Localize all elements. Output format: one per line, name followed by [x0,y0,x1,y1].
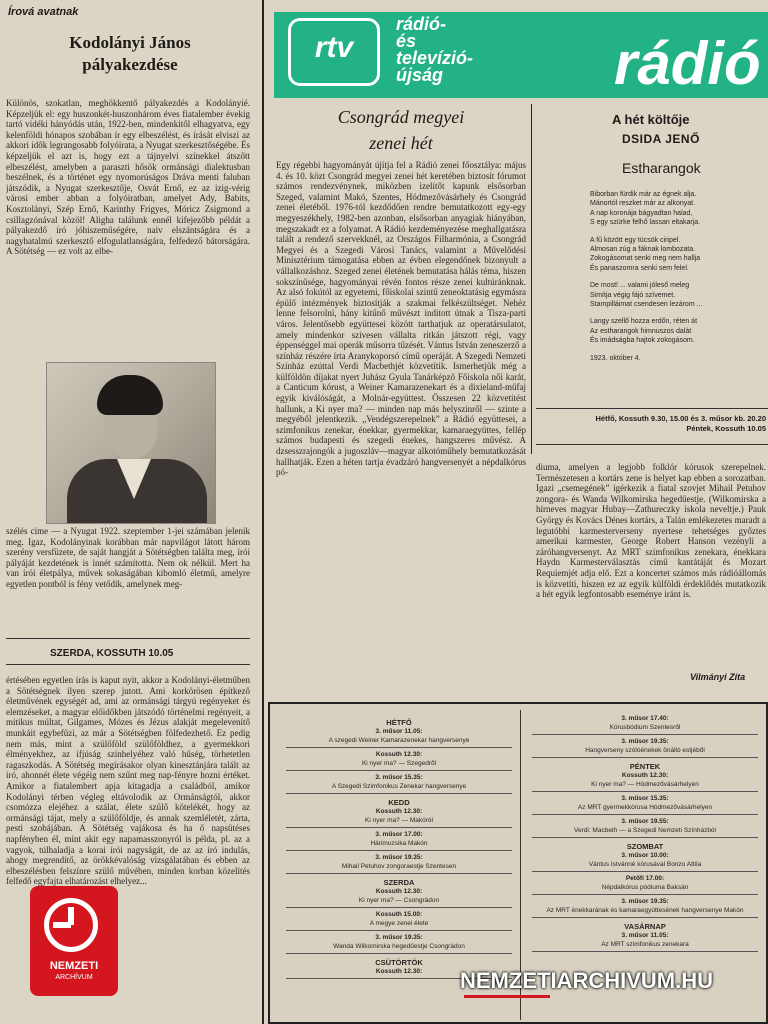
rtv-masthead [274,12,768,98]
masthead-line-2: és [396,31,417,51]
schedule-time: 3. műsor 10.00: [621,852,669,859]
poem-stanza: A fű között egy tücsök ciripel. Almosan zúg a fáknak lombozata. Zokogásomat senki meg nem hallja És panaszomra senki sem felel. [590,236,701,272]
divider [6,638,250,639]
divider [536,444,768,445]
divider [536,408,768,409]
schedule-time: 3. műsor 15.35: [621,795,669,802]
schedule-time: Kossuth 12.30: [375,968,423,975]
schedule-event: Hangverseny szólóénekek önálló estjéből [532,746,758,758]
schedule-column-right [532,714,758,954]
url-underline [464,995,550,998]
schedule-event: Az MRT énekkarának és kamaraegyüttesének hangversenye Makón [532,906,758,918]
masthead-section-word: rádió [614,30,761,97]
poem-author: DSIDA JENŐ [622,132,700,146]
logo-line-1: NEMZETI [49,960,99,972]
masthead-line-1: rádió- [396,14,447,34]
schedule-event: A Szegedi Szimfonikus Zenekar hangversenye [286,782,512,794]
schedule-time: 3. műsor 19.35: [375,934,423,941]
schedule-event: Ki nyer ma? — Szegedről [286,759,512,771]
broadcast-info-line: Péntek, Kossuth 10.05 [686,424,766,433]
broadcast-info-line: Hétfő, Kossuth 9.30, 15.00 és 3. műsor kb. 20.20 [595,414,766,423]
schedule-day-heading: KEDD [388,798,410,807]
column-rule [531,104,532,454]
article-body-middle: Egy régebbi hagyományát újítja fel a Rádió zenei főosztálya: május 4. és 10. közt Csongrád megyei zenei hét keretében biztosít fórumot számos rendezvénynek, miközben izelítőt kapunk elsősorban Szeged, valamint Makó, Szentes, Hódmezővásárhely és Csongrád zenei életéből. 1976-tól kezdődően rendre bemutatkozott egy-egy megyeszékhely, 1982-ben azonban, elsősorban anyagiak hiányában, megszakadt ez a folyamat. A Rádió kezdeményezése meghallgatásra talált a rendező szervekknél, az Országos Filharmónia, a Csongrád Megyei és a Szegedi Városi Tanács, valamint a Művelődési Minisztérium támogatása ebben az évben elegendőnek bizonyult a vállalkozáshoz. Szeged zenei életének bemutatása hálás téma, hiszen sokszínűsége, hagyományai révén fontos része zenei kultúránknak. Az alsó fokútól az egyetemi, főiskolai szintű zeneoktatásig egymásra épülő intézmények biztosítják a szakmai felkészültséget. Nehéz lenne felsorolni, hány kitűnő művészt indított útnak a Tisza-parti város. Jelentősebb együttesei között tarthatjuk az operatársulatot, amely mindenkor szívesen vállalta ritkán játszott régi, vagy éppenséggel mai operák műsorra tűzését. Vántus István zeneszerző a színház részére írta Aranykoporsó című operáját. A Szegedi Nemzeti Színház ezúttal Verdi Macbethjét közvetítik. Ismerhetjük még a külföldön díjakat nyert Juhász Gyula Tanárképző Főiskola női karát, a Canticum kórust, a Weiner Kamarazenekart és a dixieland-műfaj egyik kiválóságát, a Molnár-együttest. Összesen 22 közvetítést hallunk, a Ki nyer ma? — minden nap más helyszínről — szinte a megyéből jelentkezik. „Vendégszerepelnek” a Rádió együttesei, a szimfonikus zenekar, énekkar, gyermekkar, kamaraegyüttes, fellép számos budapesti és szegedi énekes, hangszeres művész. A dzsesszrajongók a jugoszláv—magyar alkotóműhely bemutatkozását hallhatják. Ezen a héten tartja évadzáró hangversenyét a népdalkórus pó- [276,160,526,478]
schedule-event: Ki nyer ma? — Hódmezővásárhelyen [532,780,758,792]
schedule-day-heading: HÉTFŐ [386,718,412,727]
schedule-event: A megye zenei élete [286,919,512,931]
article-title-left [10,32,250,76]
schedule-event: Kórusbódium Szentesről [532,723,758,735]
schedule-event: Verdi: Macbeth — a Szegedi Nemzeti Színházból [532,826,758,838]
schedule-time: 3. műsor 11.05: [621,932,669,939]
article-body-left-mid: szélés címe — a Nyugat 1922. szeptember 1-jei számában jelenik meg. Igaz, Kodolányinak korábban már napvilágot látott három szerény versfüzete, de saját hangját a Sötétségben találta meg, írói pályáját kezdetének is innét számította. Nem ok nélkül. Mert ha van írói életpálya, művek sokaságában kibomló életmű, amelyre egyetlen pontból is fény vetődik, amelynek meg- [6,526,250,589]
schedule-event: Vántus Istvánné kórusával Bonzo Attila [532,860,758,872]
poem-title: Estharangok [622,160,701,176]
poem-kicker: A hét költője [612,112,690,127]
column-rule [262,0,264,1024]
author-portrait-photo [46,362,216,524]
article-signature: Vilmányi Zita [690,672,746,682]
poem-body [590,190,766,363]
schedule-column-left [286,714,512,981]
poem-date: 1923. október 4. [590,354,641,362]
rtv-logo-text: rtv [314,31,354,64]
title-line-2: pályakezdése [82,55,178,74]
schedule-day-heading: PÉNTEK [629,762,661,771]
archive-url-link[interactable]: NEMZETIARCHIVUM.HU [460,968,713,993]
schedule-day-heading: SZOMBAT [626,842,664,851]
schedule-time: 3. műsor 15.35: [375,774,423,781]
schedule-event: Wanda Wilkomirska hegedűestje Csongrádon [286,942,512,954]
schedule-time: Kossuth 15.00: [375,911,423,918]
schedule-time: Petőfi 17.00: [625,875,665,882]
schedule-day-heading: CSÜTÖRTÖK [375,958,423,967]
schedule-event: Ki nyer ma? — Csongrádon [286,896,512,908]
title-line-2: zenei hét [369,133,433,153]
poem-stanza: De most! ... valami jóleső meleg Simítja végig fájó szívemet. Stampilláimat csendesen lezárom ... [590,282,703,309]
divider [6,664,250,665]
schedule-event: Az MRT szimfonikus zenekara [532,940,758,952]
schedule-event: Mihail Petuhov zongoraestje Szentesen [286,862,512,874]
schedule-time: 3. műsor 19.35: [621,738,669,745]
poem-broadcast-info [560,414,766,434]
poem-stanza: Langy szellő hozza erdőn, réten át Az estharangok himnuszos dalát És imádságba hajtok zokogásom. [590,318,698,345]
article-body-left-bottom: értésében egyetlen írás is kaput nyit, akkor a Kodolányi-életműben a Sötétségnek ilyen szerep jutott. Ami korkörösen építkező életművének egységét ad, ami az ormánsági tárgyú regényeket és elemzéseket, a magyar előidőkben játszódó történelmi regényeit, a mitikus múltat, Gilgames, Mózes és Jézus alakját megelevenítő munkáit egybefűzi, az már a Sötétségben fölfedezhető. Ez pedig nem más, mint a szülőföld szülőföldhez, a gyermekkori élményekhez, az ifjúság színhelyéhez való hűség, törhetetlen ragaszkodás. A Sötétség megírásakor olyan kinesztánjára talált az író, ahonnét élete végéig nem szűnt meg nap-fényre hozni értéket. Amikor a fiatalembert apja kitagadja a családból, amikor Kodolányi térben végleg eltávolodik az Ormánságtól, akkor csomózza elejéhez a szálat, élete szülő kötelékét, hogy az ormánsági tájat, mely a szülőföldje, és annak szemléletét, zárta, pesti szobájában. A Sötétség vajákosa és ha ő napsütéses napfényben él, mint akit egy napamasszonyról is példa, pl. az a vagyok, túlhaladja a korai írói nagyságát, de az az író indulás, ahogy megrendítő, az örökkévalóság vizsgálatában és ebben az elbeszélésben felszínre szülő művében, minden korban közelítés felfedő egyfajta elhatározást elhelyez... [6,675,250,887]
schedule-day-heading: VASÁRNAP [624,922,666,931]
schedule-event: Népdalkórus pódiuma Baksán [532,883,758,895]
article-title-middle [276,104,526,156]
section-kicker: Írová avatnak [8,6,79,18]
archive-emblem-icon [44,898,98,952]
schedule-day-heading: SZERDA [383,878,415,887]
schedule-time: Kossuth 12.30: [375,888,423,895]
schedule-time: Kossuth 12.30: [375,751,423,758]
masthead-line-4: újság [396,65,444,85]
schedule-event: Hárimuzsika Makón [286,839,512,851]
nemzeti-archivum-logo[interactable] [30,886,118,996]
schedule-time: 3. műsor 19.35: [375,854,423,861]
logo-line-2: ARCHÍVUM [55,974,93,981]
article-body-right-continued: diuma, amelyen a legjobb folklór kórusok szerepelnek. Természetesen a kortárs zene is helyet kap ebben a sorozatban. Igazi „csemegének” ígérkezik a fiatal szovjet Mihail Petuhov zongora- és Wanda Wilkomirska hegedűestje. (Wilkomirska a hírneves magyar Hubay—Zathureczky iskola neveltje.) Pauk György és Kovács Dénes kortárs, a Talán emlékezetes maradt a legutóbbi karmesterverseny nyertese tehetséges győztes amerikai karmester, George Robert Hanson vezényli a záróhangversenyt. Az MRT szimfonikus zenekara, énekkara Haydn Karmesterválasztás című kantátáját és Mozart Requiemjét adja elő. Ezt a koncertet számos más rádióállomás is közvetíti, hiszen ez az egyik külföldi érdeklődés mutatkozik a hét egyik legfontosabb eseménye iránt is. [536,462,766,600]
schedule-time: 3. műsor 17.40: [621,715,669,722]
title-line-1: Csongrád megyei [337,107,465,127]
schedule-event: Az MRT gyermekkórusa Hódmezővásárhelyen [532,803,758,815]
masthead-line-3: televízió- [396,48,474,68]
schedule-time: 3. műsor 19.55: [621,818,669,825]
poem-stanza: Biborban fürdik már az égnek alja. Mánortól reszket már az alkonyat. A nap koronája bágyadtan halad, S egy szürke felhő lassan eltakarja. [590,191,701,227]
schedule-time: 3. műsor 11.05: [375,728,423,735]
schedule-time: Kossuth 12.30: [621,772,669,779]
schedule-time: Kossuth 12.30: [375,808,423,815]
article-body-left-top: Különös, szokatlan, meghökkentő pályakezdés a Kodolányié. Képzeljük el: egy huszonkét-huszonhárom éves fiatalember évekig tartó vidéki hányódás után, 1922-ben, mindenkitől elhagyatva, egy kelenföldi hónapos szobában ír egy elbeszélést, és írását elviszi az akkori idők legrangosabb folyóirata, a Nyugat szerkesztőségébe. És képzeljük el azt is, hogy ezt a tájnyelvi színekkel átszőtt elbeszélést, amelyben a paraszti hősök ormánsági dialektusban beszélnek, és a történet egy nyomorúságos Dráva menti faluban játszódik, a Nyugat szerkesztője, Osvát Ernő, ez az izig-vérig városi ember abban a folyóiratban, amelyet Ady, Babits, Kosztolányi, Szép Ernő, Karinthy Frigyes, Móricz Zsigmond a csillagzónával közöl! Aligha találunk ennél kifejezőbb példát a pályakezdő író jóhiszeműségére, naiv elszántságára és a nagyhatalmú szerkesztő elfogulatlanságára, felfedező bátorságára. A Sötétség — ez volt az elbe- [6,98,250,257]
broadcast-schedule-left: SZERDA, KOSSUTH 10.05 [50,648,174,659]
schedule-time: 3. műsor 17.00: [375,831,423,838]
rtv-logo [288,18,380,86]
masthead-title [396,16,473,84]
title-line-1: Kodolányi János [69,33,191,52]
schedule-time: 3. műsor 19.35: [621,898,669,905]
schedule-event: Ki nyer ma? — Makóról [286,816,512,828]
schedule-event: A szegedi Weiner Kamarazenekar hangversenye [286,736,512,748]
